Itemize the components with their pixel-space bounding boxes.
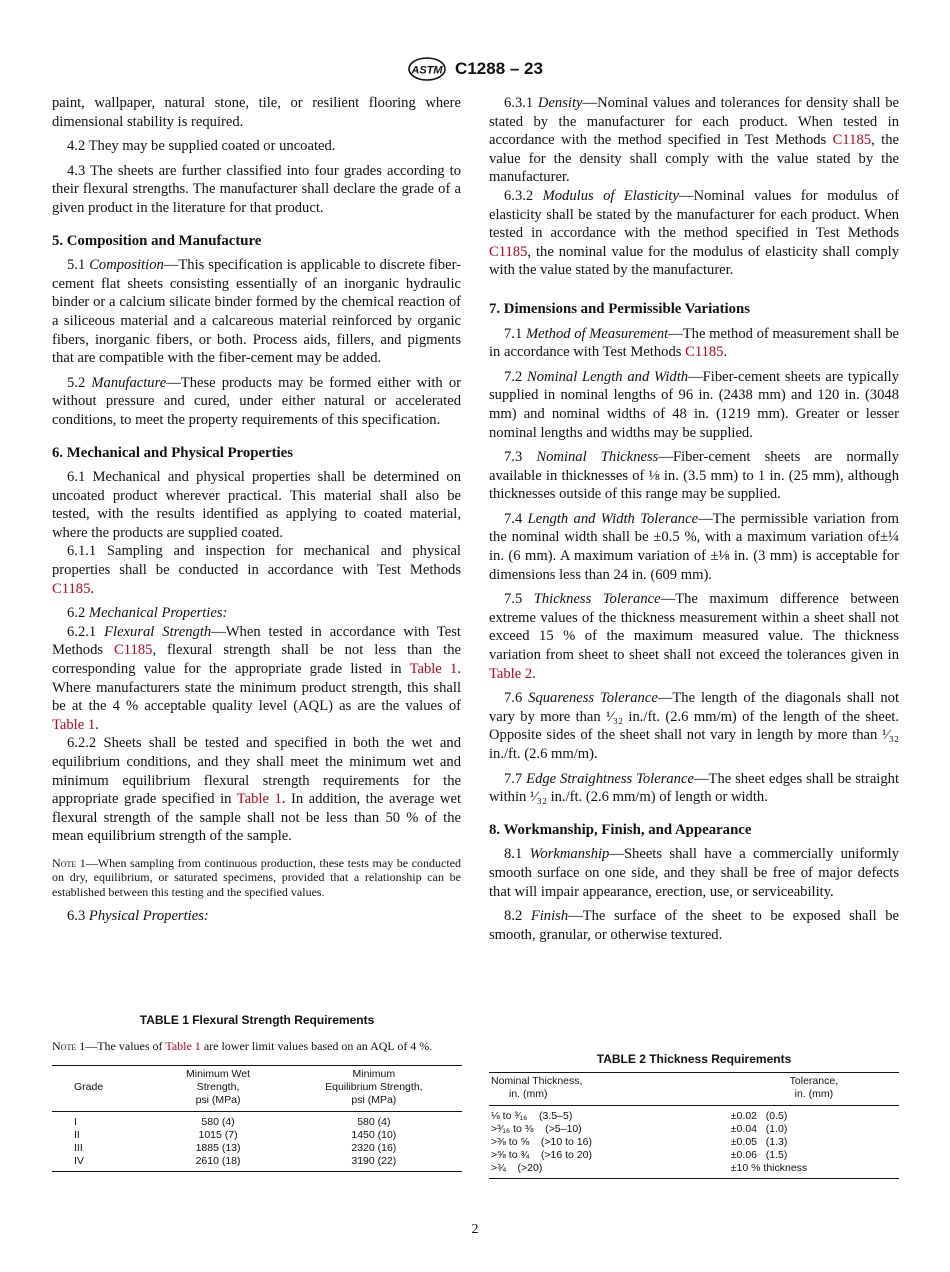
term-composition: Composition bbox=[89, 257, 164, 274]
term-manufacture: Manufacture bbox=[91, 374, 167, 391]
section-6-title: 6. Mechanical and Physical Properties bbox=[52, 444, 293, 461]
paragraph-6-2: 6.2 Mechanical Properties: bbox=[67, 605, 228, 622]
table-row: III 1885 (13) 2320 (16) bbox=[74, 1142, 397, 1154]
note-1: Note 1—When sampling from continuous production, these tests may be conducted on dry, equilibrium, or saturated specimens, provided that a relationship can be established between this testing and the specified values. bbox=[52, 855, 462, 899]
table-2-title: TABLE 2 Thickness Requirements bbox=[596, 1052, 792, 1066]
table-header-row bbox=[52, 1066, 462, 1112]
paragraph-6-3-1: 6.3.1 Density—Nominal values and tolerances for density shall be stated by the manufacturer for each product. When tested in accordance with the method specified in Test Methods C1185, the value for the density shall comply with the value stated by the manufacturer. bbox=[489, 95, 899, 186]
page-header bbox=[0, 56, 950, 82]
paragraph-6-3-2: 6.3.2 Modulus of Elasticity—Nominal values for modulus of elasticity shall be stated by the manufacturer for each product. When tested in accordance with the method specified in Test Methods C1185, the nominal value for the modulus of elasticity shall comply with the value stated by the manufacturer. bbox=[489, 187, 899, 279]
svg-text:ASTM: ASTM bbox=[411, 64, 443, 77]
page-number: 2 bbox=[471, 1222, 479, 1237]
paragraph-continuation: paint, wallpaper, natural stone, tile, or resilient flooring where dimensional stability is required. bbox=[52, 95, 461, 130]
link-c1185[interactable]: C1185 bbox=[114, 642, 153, 659]
paragraph-8-2: 8.2 Finish—The surface of the sheet to be exposed shall be smooth, granular, or otherwise textured. bbox=[489, 908, 899, 943]
link-table-1[interactable]: Table 1 bbox=[409, 661, 458, 678]
table-row: IV 2610 (18) 3190 (22) bbox=[74, 1155, 397, 1167]
table-row: I 580 (4) 580 (4) bbox=[74, 1116, 391, 1128]
link-table-1[interactable]: Table 1 bbox=[52, 716, 96, 733]
table-1-note: Note 1—The values of Table 1 are lower limit values based on an AQL of 4 %. bbox=[52, 1039, 433, 1053]
paragraph-6-1: 6.1 Mechanical and physical properties shall be determined on uncoated product wherever practical. This material shall also be tested, with the results identified as applying to coated material, where the products are supplied coated. bbox=[52, 469, 461, 541]
paragraph-7-1: 7.1 Method of Measurement—The method of measurement shall be in accordance with Test Methods C1185. bbox=[489, 325, 899, 361]
paragraph-4-2: 4.2 They may be supplied coated or uncoated. bbox=[67, 138, 336, 155]
section-8-title: 8. Workmanship, Finish, and Appearance bbox=[489, 821, 752, 838]
header-min-equilibrium: Minimum Equilibrium Strength, psi (MPa) bbox=[325, 1068, 423, 1106]
astm-logo-icon bbox=[407, 56, 447, 82]
table-row: >⅜ to ⅝ (>10 to 16) ±0.05 (1.3) bbox=[491, 1136, 788, 1148]
link-table-1[interactable]: Table 1 bbox=[236, 791, 282, 808]
link-c1185[interactable]: C1185 bbox=[832, 132, 872, 149]
header-grade: Grade bbox=[74, 1081, 104, 1093]
link-table-1[interactable]: Table 1 bbox=[165, 1039, 201, 1053]
left-column bbox=[52, 94, 461, 926]
paragraph-7-3: 7.3 Nominal Thickness—Fiber-cement sheets are normally available in thicknesses of ⅛ in. (3.5 mm) to 1 in. (25 mm), although thicknesses outside of this range may be supplied. bbox=[489, 449, 900, 503]
paragraph-6-1-1: 6.1.1 Sampling and inspection for mechanical and physical properties shall be conducted in accordance with Test Methods C1185. bbox=[52, 543, 461, 597]
table-1-title: TABLE 1 Flexural Strength Requirements bbox=[139, 1013, 375, 1027]
paragraph-7-2: 7.2 Nominal Length and Width—Fiber-cement sheets are typically supplied in nominal lengths of 96 in. (2438 mm) and 120 in. (3048 mm) and nominal widths of 48 in. (1219 mm). Greater or lesser nominal lengths and widths may be supplied. bbox=[489, 368, 899, 441]
link-c1185[interactable]: C1185 bbox=[685, 344, 724, 361]
header-min-wet: Minimum Wet Strength, psi (MPa) bbox=[186, 1068, 251, 1106]
paragraph-7-4: 7.4 Length and Width Tolerance—The permissible variation from the nominal width shall be ±0.5 %, with a maximum variation of±¼ in. (6 mm). A maximum variation of ±⅛ in. (3 mm) is acceptable for dimensions less than 24 in. (609 mm). bbox=[489, 510, 900, 583]
link-c1185[interactable]: C1185 bbox=[52, 580, 91, 597]
header-tolerance: Tolerance, in. (mm) bbox=[789, 1075, 839, 1100]
paragraph-4-3: 4.3 The sheets are further classified into four grades according to their flexural strengths. The manufacturer shall declare the grade of a given product in the literature for that product. bbox=[52, 162, 461, 216]
section-7-title: 7. Dimensions and Permissible Variations bbox=[489, 300, 751, 317]
table-1-block bbox=[52, 1013, 462, 1172]
table-row: >¾ (>20) ±10 % thickness bbox=[491, 1162, 808, 1174]
table-row: ⅛ to ³⁄₁₆ (3.5–5) ±0.02 (0.5) bbox=[491, 1110, 788, 1122]
table-row: >³⁄₁₆ to ⅜ (>5–10) ±0.04 (1.0) bbox=[491, 1123, 788, 1135]
paragraph-6-2-2: 6.2.2 Sheets shall be tested and specified in both the wet and equilibrium conditions, and they shall meet the minimum wet and minimum equilibrium flexural strength requirements for the appropriate grade specified in Table 1. In addition, the average wet flexural strength of the sample shall not be less than 50 % of the mean equilibrium strength of the sample. bbox=[52, 735, 461, 845]
table-header-row bbox=[489, 1073, 899, 1106]
section-5-title: 5. Composition and Manufacture bbox=[52, 232, 262, 249]
paragraph-7-6: 7.6 Squareness Tolerance—The length of the diagonals shall not vary by more than ¹⁄₃₂ in./ft. (2.6 mm/m) of the length of the sheet. Opposite sides of the sheet shall not vary in length by more than ¹⁄₃₂ in./ft. (2.6 mm/m). bbox=[489, 690, 899, 762]
paragraph-6-3: 6.3 Physical Properties: bbox=[67, 908, 209, 925]
thickness-table bbox=[489, 1072, 899, 1179]
table-row: >⅝ to ¾ (>16 to 20) ±0.06 (1.5) bbox=[491, 1149, 788, 1161]
paragraph-6-2-1: 6.2.1 Flexural Strength—When tested in accordance with Test Methods C1185, flexural strength shall be not less than the corresponding value for the appropriate grade listed in Table 1. Where manufacturers state the minimum product strength, this shall be at the 4 % acceptable quality level (AQL) as are the values of Table 1. bbox=[52, 623, 461, 733]
link-c1185[interactable]: C1185 bbox=[489, 243, 528, 260]
header-nominal-thickness: Nominal Thickness, in. (mm) bbox=[491, 1075, 583, 1100]
right-column bbox=[489, 94, 899, 944]
link-table-2[interactable]: Table 2 bbox=[489, 665, 533, 682]
flexural-strength-table bbox=[52, 1065, 462, 1172]
document-code: C1288 – 23 bbox=[455, 59, 543, 78]
paragraph-7-7: 7.7 Edge Straightness Tolerance—The sheet edges shall be straight within ¹⁄₃₂ in./ft. (2.6 mm/m) of length or width. bbox=[489, 770, 900, 806]
paragraph-5-1: 5.1 Composition—This specification is applicable to discrete fiber-cement flat sheets consisting essentially of an inorganic hydraulic binder or a calcium silicate binder formed by the chemical reaction of a siliceous material and a calcareous material reinforced by organic fibers, inorganic fibers, or both. Process aids, fillers, and pigments that are compatible with the fiber-cement may be added. bbox=[52, 257, 462, 367]
table-2-block bbox=[489, 1052, 899, 1179]
paragraph-7-5: 7.5 Thickness Tolerance—The maximum difference between extreme values of the thickness measurement within a sheet shall not exceed 15 % of the maximum measured value. The thickness variation from sheet to sheet shall not exceed the tolerances given in Table 2. bbox=[489, 591, 899, 682]
paragraph-8-1: 8.1 Workmanship—Sheets shall have a commercially uniformly smooth surface on one side, and they shall be free of major defects that will impair appearance, erection, use, or serviceability. bbox=[489, 846, 899, 900]
table-row: II 1015 (7) 1450 (10) bbox=[74, 1129, 397, 1141]
paragraph-5-2: 5.2 Manufacture—These products may be formed either with or without pressure and cured, under either natural or accelerated conditions, to meet the property requirements of this specification. bbox=[52, 374, 461, 428]
